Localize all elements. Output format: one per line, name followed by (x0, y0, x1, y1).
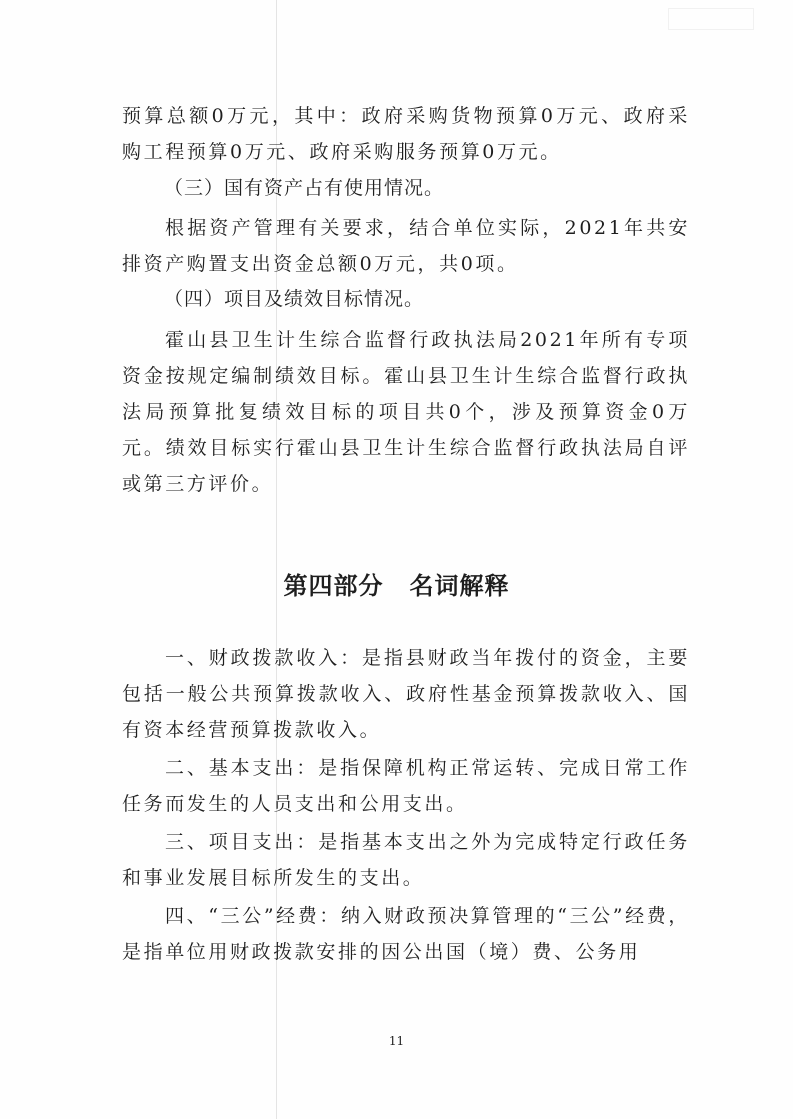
page-number: 11 (388, 1034, 405, 1048)
definition-fiscal-appropriation-income: 一、财政拨款收入：是指县财政当年拨付的资金，主要包括一般公共预算拨款收入、政府性基金预算拨款收入、国有资本经营预算拨款收入。 (122, 647, 690, 741)
heading-performance-goals: （四）项目及绩效目标情况。 (164, 288, 425, 310)
definition-three-public-expenses: 四、“三公”经费：纳入财政预决算管理的“三公”经费，是指单位用财政拨款安排的因公出国（境）费、公务用 (122, 905, 690, 963)
paragraph-performance-goals: 霍山县卫生计生综合监督行政执法局2021年所有专项资金按规定编制绩效目标。霍山县卫生计生综合监督行政执法局预算批复绩效目标的项目共0个，涉及预算资金0万元。绩效目标实行霍山县卫生计生综合监督行政执法局自评或第三方评价。 (122, 329, 690, 495)
definition-basic-expenditure: 二、基本支出：是指保障机构正常运转、完成日常工作任务而发生的人员支出和公用支出。 (122, 757, 690, 815)
paragraph-procurement-budget: 预算总额0万元，其中：政府采购货物预算0万元、政府采购工程预算0万元、政府采购服务预算0万元。 (122, 105, 690, 163)
paragraph-asset-purchase: 根据资产管理有关要求，结合单位实际，2021年共安排资产购置支出资金总额0万元，共0项。 (122, 217, 690, 275)
faint-stamp-mark (668, 8, 754, 30)
definition-project-expenditure: 三、项目支出：是指基本支出之外为完成特定行政任务和事业发展目标所发生的支出。 (122, 831, 690, 889)
part-label: 第四部分 (283, 572, 384, 600)
part-four-title (0, 566, 793, 606)
part-name: 名词解释 (409, 572, 510, 600)
heading-state-assets: （三）国有资产占有使用情况。 (164, 177, 445, 199)
